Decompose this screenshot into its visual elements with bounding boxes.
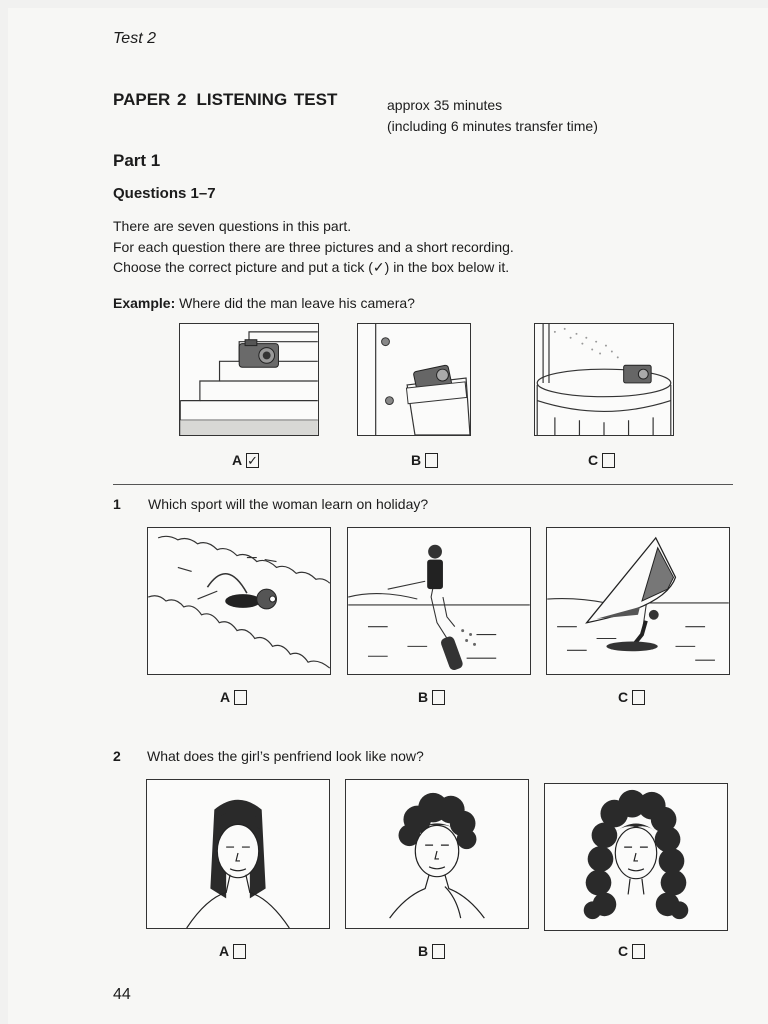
option-letter: B: [418, 943, 429, 959]
question-1-option-c: [618, 689, 645, 705]
long-straight-hair-girl-icon: [147, 780, 329, 928]
answer-checkbox[interactable]: [425, 453, 438, 468]
question-2-option-c: [618, 943, 645, 959]
running-head: Test 2: [113, 30, 156, 47]
option-letter: C: [618, 943, 629, 959]
questions-range: Questions 1–7: [113, 185, 216, 202]
example-option-c: [588, 452, 615, 468]
short-curly-hair-girl-icon: [346, 780, 528, 928]
example-option-a: [232, 452, 259, 468]
instruction-line: There are seven questions in this part.: [113, 218, 352, 234]
question-1-picture-a: [147, 527, 331, 675]
example-label: Example:: [113, 295, 176, 311]
question-1-picture-c: [546, 527, 730, 675]
question-2-picture-a: [146, 779, 330, 929]
transfer-time-text: (including 6 minutes transfer time): [387, 118, 598, 134]
paper-label: PAPER 2: [113, 90, 187, 109]
example-option-b: [411, 452, 438, 468]
page-number: 44: [113, 986, 131, 1003]
paper-name: LISTENING TEST: [196, 90, 338, 109]
instruction-line: For each question there are three pictures and a short recording.: [113, 238, 514, 255]
instructions: [113, 216, 514, 278]
paper-duration: [387, 95, 598, 137]
option-letter: C: [618, 689, 629, 705]
camera-in-pocket-icon: [358, 324, 470, 435]
part-title: Part 1: [113, 151, 161, 170]
question-2-option-a: [219, 943, 246, 959]
camera-on-fountain-icon: [535, 324, 673, 435]
answer-checkbox[interactable]: ✓: [247, 452, 259, 468]
example-question: [113, 295, 415, 311]
answer-checkbox[interactable]: [234, 690, 247, 705]
question-1-option-a: [220, 689, 247, 705]
question-number: 2: [113, 748, 121, 764]
example-picture-a: [179, 323, 319, 436]
water-skiing-icon: [348, 528, 530, 674]
question-2-option-b: [418, 943, 445, 959]
question-1-option-b: [418, 689, 445, 705]
example-picture-c: [534, 323, 674, 436]
question-number: 1: [113, 496, 121, 512]
example-question-text: Where did the man leave his camera?: [179, 295, 415, 311]
camera-on-steps-icon: [180, 324, 318, 435]
question-2-picture-b: [345, 779, 529, 929]
option-letter: A: [220, 689, 231, 705]
question-2-picture-c: [544, 783, 728, 931]
question-text: Which sport will the woman learn on holiday?: [148, 496, 429, 512]
duration-text: approx 35 minutes: [387, 97, 503, 113]
answer-checkbox[interactable]: [432, 690, 445, 705]
instruction-line: Choose the correct picture and put a tick (✓) in the box below it.: [113, 259, 510, 275]
answer-checkbox[interactable]: [432, 944, 445, 959]
option-letter: B: [411, 452, 422, 468]
section-divider: [113, 484, 733, 485]
question-text: What does the girl’s penfriend look like now?: [147, 748, 424, 764]
answer-checkbox[interactable]: [632, 944, 645, 959]
example-picture-b: [357, 323, 471, 436]
option-letter: B: [418, 689, 429, 705]
option-letter: C: [588, 452, 599, 468]
question-1-picture-b: [347, 527, 531, 675]
answer-checkbox[interactable]: [602, 453, 615, 468]
swimming-icon: [148, 528, 330, 674]
option-letter: A: [219, 943, 230, 959]
option-letter: A: [232, 452, 243, 468]
answer-checkbox[interactable]: [233, 944, 246, 959]
windsurfing-icon: [547, 528, 729, 674]
paper-title: [113, 90, 337, 110]
answer-checkbox[interactable]: [632, 690, 645, 705]
long-curly-hair-girl-icon: [545, 784, 727, 930]
